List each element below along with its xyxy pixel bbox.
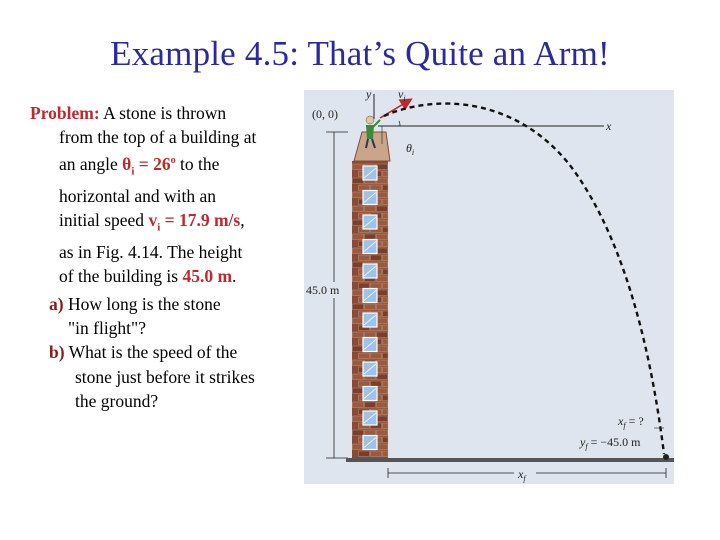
brick (377, 290, 388, 296)
angle-value (122, 154, 176, 178)
brick (377, 164, 388, 170)
brick (353, 318, 364, 324)
brick (353, 206, 364, 212)
brick (383, 395, 389, 401)
brick (371, 185, 382, 191)
problem-text-3b: to the (175, 154, 220, 175)
question-b-line-1 (49, 340, 299, 364)
brick (383, 241, 389, 247)
brick (377, 332, 388, 338)
angle-label: $\theta_i$ (406, 141, 415, 157)
xf-annotation: $x_f$ = ? (618, 414, 644, 430)
brick (371, 451, 382, 457)
brick (353, 304, 364, 310)
brick (365, 332, 376, 338)
brick (383, 283, 389, 289)
brick (377, 220, 388, 226)
brick (353, 290, 364, 296)
brick (377, 234, 388, 240)
brick (353, 276, 364, 282)
question-b-text-1: What is the speed of the (68, 342, 238, 363)
problem-statement (30, 101, 292, 288)
problem-text-5b: , (240, 210, 245, 231)
brick (377, 248, 388, 254)
problem-line-7 (30, 264, 292, 288)
brick (353, 430, 364, 436)
brick (383, 199, 389, 205)
theta-subscript: i (131, 165, 135, 178)
brick (359, 451, 370, 457)
question-b-label: b) (49, 342, 65, 363)
brick (377, 416, 388, 422)
brick (377, 192, 388, 198)
problem-line-4: horizontal and with an (59, 185, 216, 206)
brick (365, 402, 376, 408)
brick (377, 318, 388, 324)
height-label: 45.0 m (306, 283, 340, 297)
brick (383, 185, 389, 191)
brick (383, 311, 389, 317)
brick (353, 416, 364, 422)
speed-value (148, 210, 241, 234)
brick (353, 444, 364, 450)
problem-line-6: as in Fig. 4.14. The height (59, 241, 243, 262)
question-a-line-1 (49, 292, 299, 316)
brick (371, 353, 382, 359)
theta-symbol: θ (122, 154, 132, 175)
problem-text-7a: of the building is (59, 266, 183, 287)
velocity-label: $v_i$ (398, 87, 406, 103)
question-a-line-2: "in flight"? (68, 318, 146, 339)
brick (353, 360, 364, 366)
brick (377, 360, 388, 366)
brick (377, 444, 388, 450)
brick (371, 381, 382, 387)
brick (353, 192, 364, 198)
brick (359, 283, 370, 289)
brick (383, 255, 389, 261)
height-value: 45.0 m (182, 266, 233, 287)
brick (365, 430, 376, 436)
brick (371, 283, 382, 289)
brick (365, 234, 376, 240)
thrower-body (366, 125, 374, 139)
thrower-head (366, 116, 374, 124)
brick (353, 248, 364, 254)
slide-title: Example 4.5: That’s Quite an Arm! (110, 34, 610, 73)
brick (353, 402, 364, 408)
brick (377, 388, 388, 394)
brick (359, 353, 370, 359)
x-axis-label: x (606, 119, 612, 133)
brick (383, 227, 389, 233)
brick (383, 325, 389, 331)
degree-mark: o (170, 155, 176, 167)
brick (383, 297, 389, 303)
brick (377, 262, 388, 268)
question-a-label: a) (49, 294, 64, 314)
problem-line-5 (30, 208, 292, 240)
brick (383, 437, 389, 443)
problem-line-2: from the top of a building at (59, 127, 257, 148)
brick (383, 409, 389, 415)
v-subscript: i (157, 221, 161, 234)
questions (49, 292, 299, 413)
brick (383, 367, 389, 373)
brick (383, 381, 389, 387)
brick (377, 178, 388, 184)
brick (359, 185, 370, 191)
brick (383, 451, 389, 457)
problem-label: Problem: (30, 103, 100, 123)
question-b-line-3: the ground? (75, 390, 159, 411)
xf-bottom-label: $x_f$ (518, 467, 526, 483)
brick (377, 430, 388, 436)
brick (353, 164, 364, 170)
brick (377, 402, 388, 408)
angle-number: = 26 (134, 154, 171, 175)
landing-point (663, 454, 669, 460)
v-symbol: v (148, 210, 158, 231)
y-axis-label: y (366, 87, 372, 101)
problem-line-1 (30, 101, 292, 125)
brick (377, 276, 388, 282)
brick (365, 206, 376, 212)
brick (371, 255, 382, 261)
brick (353, 346, 364, 352)
brick (353, 262, 364, 268)
brick (353, 178, 364, 184)
yf-annotation: $y_f = -45.0$ m (580, 435, 641, 451)
question-a-text-1: How long is the stone (67, 294, 221, 314)
brick (353, 234, 364, 240)
brick (353, 374, 364, 380)
speed-number: = 17.9 m/s (160, 210, 241, 231)
brick (353, 388, 364, 394)
problem-text-3a: an angle (59, 154, 123, 175)
brick (383, 171, 389, 177)
brick (377, 346, 388, 352)
ground-line (346, 458, 674, 462)
brick (383, 213, 389, 219)
origin-label: (0, 0) (312, 107, 338, 121)
brick (377, 304, 388, 310)
problem-line-3 (30, 149, 292, 184)
brick (353, 220, 364, 226)
brick (383, 423, 389, 429)
building (352, 132, 390, 458)
brick (383, 353, 389, 359)
projectile-figure (304, 84, 674, 484)
brick (353, 332, 364, 338)
brick (359, 255, 370, 261)
brick (377, 374, 388, 380)
problem-text-7b: . (232, 266, 237, 287)
question-b-line-2: stone just before it strikes (75, 366, 255, 387)
brick (377, 206, 388, 212)
brick (359, 381, 370, 387)
problem-text-5a: initial speed (59, 210, 149, 231)
problem-text-1: A stone is thrown (103, 103, 227, 123)
brick (365, 304, 376, 310)
brick (383, 339, 389, 345)
brick (383, 269, 389, 275)
figure-canvas (304, 84, 674, 484)
